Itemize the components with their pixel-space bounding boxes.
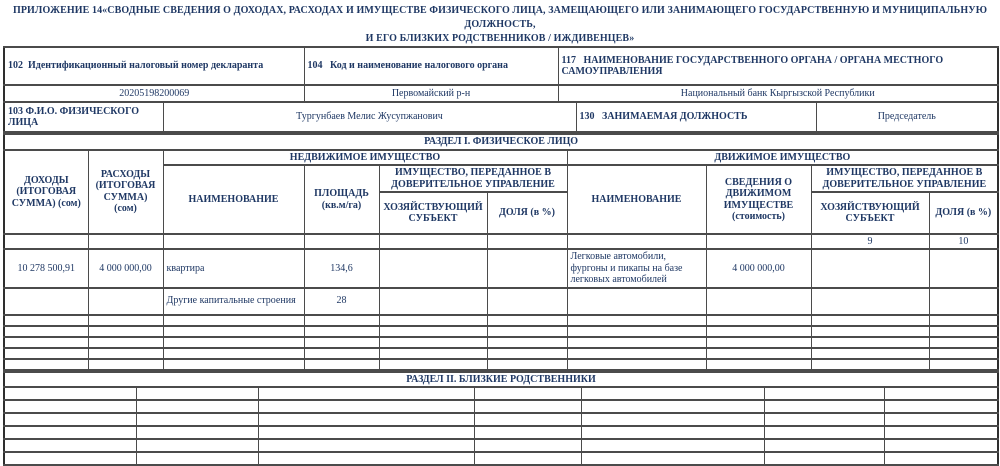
empty-cell xyxy=(487,288,567,315)
empty-cell xyxy=(4,413,136,426)
empty-cell xyxy=(379,315,487,326)
empty-cell xyxy=(487,234,567,249)
empty-row xyxy=(4,315,998,326)
empty-cell xyxy=(811,348,929,359)
header-immovable-share: ДОЛЯ (в %) xyxy=(487,192,567,234)
empty-cell xyxy=(88,288,163,315)
empty-cell xyxy=(811,249,929,288)
empty-cell xyxy=(884,439,998,452)
field-117-value: Национальный банк Кыргызской Республики xyxy=(558,85,998,102)
empty-cell xyxy=(706,359,811,370)
header-immovable-group: НЕДВИЖИМОЕ ИМУЩЕСТВО xyxy=(163,150,567,166)
empty-cell xyxy=(706,234,811,249)
empty-cell xyxy=(4,359,88,370)
empty-row xyxy=(4,400,998,413)
field-130-value: Председатель xyxy=(816,102,998,132)
empty-cell xyxy=(929,348,998,359)
empty-cell xyxy=(4,426,136,439)
empty-cell xyxy=(764,387,884,400)
data-row-1 xyxy=(4,249,998,288)
empty-cell xyxy=(811,337,929,348)
empty-cell xyxy=(304,348,379,359)
empty-row xyxy=(4,426,998,439)
empty-cell xyxy=(487,315,567,326)
empty-cell xyxy=(567,234,706,249)
empty-row xyxy=(4,439,998,452)
empty-cell xyxy=(88,359,163,370)
empty-cell xyxy=(88,326,163,337)
empty-cell xyxy=(706,348,811,359)
empty-cell xyxy=(811,326,929,337)
field-103-value: Тургунбаев Мелис Жусупжанович xyxy=(163,102,576,132)
empty-cell xyxy=(4,387,136,400)
empty-cell xyxy=(487,348,567,359)
empty-cell xyxy=(567,315,706,326)
section2-table xyxy=(3,371,999,466)
empty-cell xyxy=(88,348,163,359)
empty-cell xyxy=(258,439,474,452)
empty-cell xyxy=(258,426,474,439)
empty-cell xyxy=(929,359,998,370)
empty-cell xyxy=(304,359,379,370)
info-table xyxy=(3,46,999,133)
header-movable-entity: ХОЗЯЙСТВУЮЩИЙ СУБЪЕКТ xyxy=(811,192,929,234)
empty-cell xyxy=(379,326,487,337)
empty-cell xyxy=(884,400,998,413)
header-movable-name: НАИМЕНОВАНИЕ xyxy=(567,165,706,234)
empty-cell xyxy=(929,288,998,315)
empty-cell xyxy=(884,452,998,465)
empty-cell xyxy=(258,413,474,426)
header-movable-trust-group: ИМУЩЕСТВО, ПЕРЕДАННОЕ В ДОВЕРИТЕЛЬНОЕ УПРАВЛЕНИЕ xyxy=(811,165,998,192)
empty-cell xyxy=(487,326,567,337)
document-title-line2: И ЕГО БЛИЗКИХ РОДСТВЕННИКОВ / ИЖДИВЕНЦЕВ» xyxy=(0,32,1000,46)
empty-row xyxy=(4,413,998,426)
cell-expense: 4 000 000,00 xyxy=(88,249,163,288)
column-number-9: 9 xyxy=(811,234,929,249)
empty-cell xyxy=(136,426,258,439)
empty-cell xyxy=(304,315,379,326)
empty-cell xyxy=(258,400,474,413)
empty-cell xyxy=(581,426,764,439)
empty-cell xyxy=(4,452,136,465)
empty-cell xyxy=(884,426,998,439)
empty-row xyxy=(4,348,998,359)
field-103-label: 103 Ф.И.О. ФИЗИЧЕСКОГО ЛИЦА xyxy=(4,102,163,132)
field-102-label: 102 Идентификационный налоговый номер декларанта xyxy=(4,47,304,85)
section1-empty-rows xyxy=(4,315,998,370)
empty-cell xyxy=(4,288,88,315)
empty-cell xyxy=(474,413,581,426)
empty-cell xyxy=(163,348,304,359)
data-row-2 xyxy=(4,288,998,315)
empty-cell xyxy=(474,387,581,400)
empty-cell xyxy=(163,326,304,337)
cell-income: 10 278 500,91 xyxy=(4,249,88,288)
empty-cell xyxy=(379,359,487,370)
empty-cell xyxy=(487,249,567,288)
empty-cell xyxy=(581,387,764,400)
header-movable-group: ДВИЖИМОЕ ИМУЩЕСТВО xyxy=(567,150,998,166)
empty-cell xyxy=(258,387,474,400)
info-labels-row xyxy=(4,47,998,85)
empty-cell xyxy=(4,326,88,337)
empty-row xyxy=(4,387,998,400)
empty-cell xyxy=(258,452,474,465)
empty-cell xyxy=(379,337,487,348)
empty-cell xyxy=(136,439,258,452)
empty-cell xyxy=(567,348,706,359)
empty-cell xyxy=(379,348,487,359)
empty-cell xyxy=(567,359,706,370)
empty-cell xyxy=(136,452,258,465)
cell-area: 28 xyxy=(304,288,379,315)
info-values-row xyxy=(4,85,998,102)
empty-cell xyxy=(764,400,884,413)
empty-row xyxy=(4,326,998,337)
empty-cell xyxy=(884,413,998,426)
person-row xyxy=(4,102,998,132)
section2-title-row xyxy=(4,372,998,388)
empty-cell xyxy=(567,288,706,315)
empty-cell xyxy=(4,439,136,452)
empty-cell xyxy=(4,234,88,249)
empty-cell xyxy=(379,249,487,288)
empty-cell xyxy=(163,234,304,249)
empty-cell xyxy=(929,315,998,326)
empty-cell xyxy=(163,315,304,326)
empty-cell xyxy=(88,315,163,326)
cell-movable-value: 4 000 000,00 xyxy=(706,249,811,288)
document-title xyxy=(0,0,1000,46)
empty-cell xyxy=(706,326,811,337)
field-104-label: 104 Код и наименование налогового органа xyxy=(304,47,558,85)
empty-cell xyxy=(567,337,706,348)
empty-row xyxy=(4,452,998,465)
empty-cell xyxy=(379,234,487,249)
empty-cell xyxy=(764,439,884,452)
empty-cell xyxy=(581,452,764,465)
empty-cell xyxy=(474,400,581,413)
empty-row xyxy=(4,359,998,370)
empty-cell xyxy=(304,326,379,337)
cell-immovable-name: Другие капитальные строения xyxy=(163,288,304,315)
empty-cell xyxy=(4,348,88,359)
empty-cell xyxy=(811,288,929,315)
empty-cell xyxy=(487,359,567,370)
empty-cell xyxy=(764,413,884,426)
column-number-10: 10 xyxy=(929,234,998,249)
empty-cell xyxy=(4,400,136,413)
empty-cell xyxy=(304,234,379,249)
header-immovable-entity: ХОЗЯЙСТВУЮЩИЙ СУБЪЕКТ xyxy=(379,192,487,234)
empty-cell xyxy=(474,452,581,465)
empty-cell xyxy=(706,288,811,315)
column-number-row xyxy=(4,234,998,249)
empty-row xyxy=(4,337,998,348)
empty-cell xyxy=(929,249,998,288)
section1-title-row xyxy=(4,134,998,150)
empty-cell xyxy=(706,315,811,326)
empty-cell xyxy=(163,359,304,370)
empty-cell xyxy=(136,400,258,413)
empty-cell xyxy=(581,439,764,452)
empty-cell xyxy=(811,315,929,326)
cell-immovable-name: квартира xyxy=(163,249,304,288)
empty-cell xyxy=(487,337,567,348)
empty-cell xyxy=(764,426,884,439)
group-header-row xyxy=(4,150,998,166)
section1-table xyxy=(3,133,999,371)
header-movable-share: ДОЛЯ (в %) xyxy=(929,192,998,234)
cell-movable-name: Легковые автомобили, фургоны и пикапы на базе легковых автомобилей xyxy=(567,249,706,288)
empty-cell xyxy=(88,337,163,348)
field-130-label: 130 ЗАНИМАЕМАЯ ДОЛЖНОСТЬ xyxy=(576,102,816,132)
empty-cell xyxy=(929,337,998,348)
header-expenses: РАСХОДЫ (ИТОГОВАЯ СУММА) (сом) xyxy=(88,150,163,235)
empty-cell xyxy=(4,315,88,326)
section2-empty-rows xyxy=(4,387,998,465)
empty-cell xyxy=(88,234,163,249)
header-incomes: ДОХОДЫ (ИТОГОВАЯ СУММА) (сом) xyxy=(4,150,88,235)
empty-cell xyxy=(379,288,487,315)
empty-cell xyxy=(4,337,88,348)
empty-cell xyxy=(474,426,581,439)
empty-cell xyxy=(581,413,764,426)
empty-cell xyxy=(136,387,258,400)
empty-cell xyxy=(474,439,581,452)
empty-cell xyxy=(706,337,811,348)
empty-cell xyxy=(929,326,998,337)
header-immovable-name: НАИМЕНОВАНИЕ xyxy=(163,165,304,234)
empty-cell xyxy=(581,400,764,413)
empty-cell xyxy=(811,359,929,370)
field-117-label: 117 НАИМЕНОВАНИЕ ГОСУДАРСТВЕННОГО ОРГАНА / ОРГАНА МЕСТНОГО САМОУПРАВЛЕНИЯ xyxy=(558,47,998,85)
empty-cell xyxy=(163,337,304,348)
header-area: ПЛОЩАДЬ (кв.м/га) xyxy=(304,165,379,234)
section2-title: РАЗДЕЛ II. БЛИЗКИЕ РОДСТВЕННИКИ xyxy=(4,372,998,388)
empty-cell xyxy=(136,413,258,426)
field-102-value: 20205198200069 xyxy=(4,85,304,102)
empty-cell xyxy=(567,326,706,337)
cell-area: 134,6 xyxy=(304,249,379,288)
empty-cell xyxy=(764,452,884,465)
section1-title: РАЗДЕЛ I. ФИЗИЧЕСКОЕ ЛИЦО xyxy=(4,134,998,150)
header-immovable-trust-group: ИМУЩЕСТВО, ПЕРЕДАННОЕ В ДОВЕРИТЕЛЬНОЕ УПРАВЛЕНИЕ xyxy=(379,165,567,192)
document-title-line1: ПРИЛОЖЕНИЕ 14«СВОДНЫЕ СВЕДЕНИЯ О ДОХОДАХ, РАСХОДАХ И ИМУЩЕСТВЕ ФИЗИЧЕСКОГО ЛИЦА, ЗАМЕЩАЮЩЕГО ИЛИ ЗАНИМАЮЩЕГО ГОСУДАРСТВЕННУЮ И МУНИЦИПАЛЬНУЮ ДОЛЖНОСТЬ, xyxy=(0,4,1000,32)
empty-cell xyxy=(304,337,379,348)
field-104-value: Первомайский р-н xyxy=(304,85,558,102)
header-movable-info: СВЕДЕНИЯ О ДВИЖИМОМ ИМУЩЕСТВЕ (стоимость) xyxy=(706,165,811,234)
empty-cell xyxy=(884,387,998,400)
